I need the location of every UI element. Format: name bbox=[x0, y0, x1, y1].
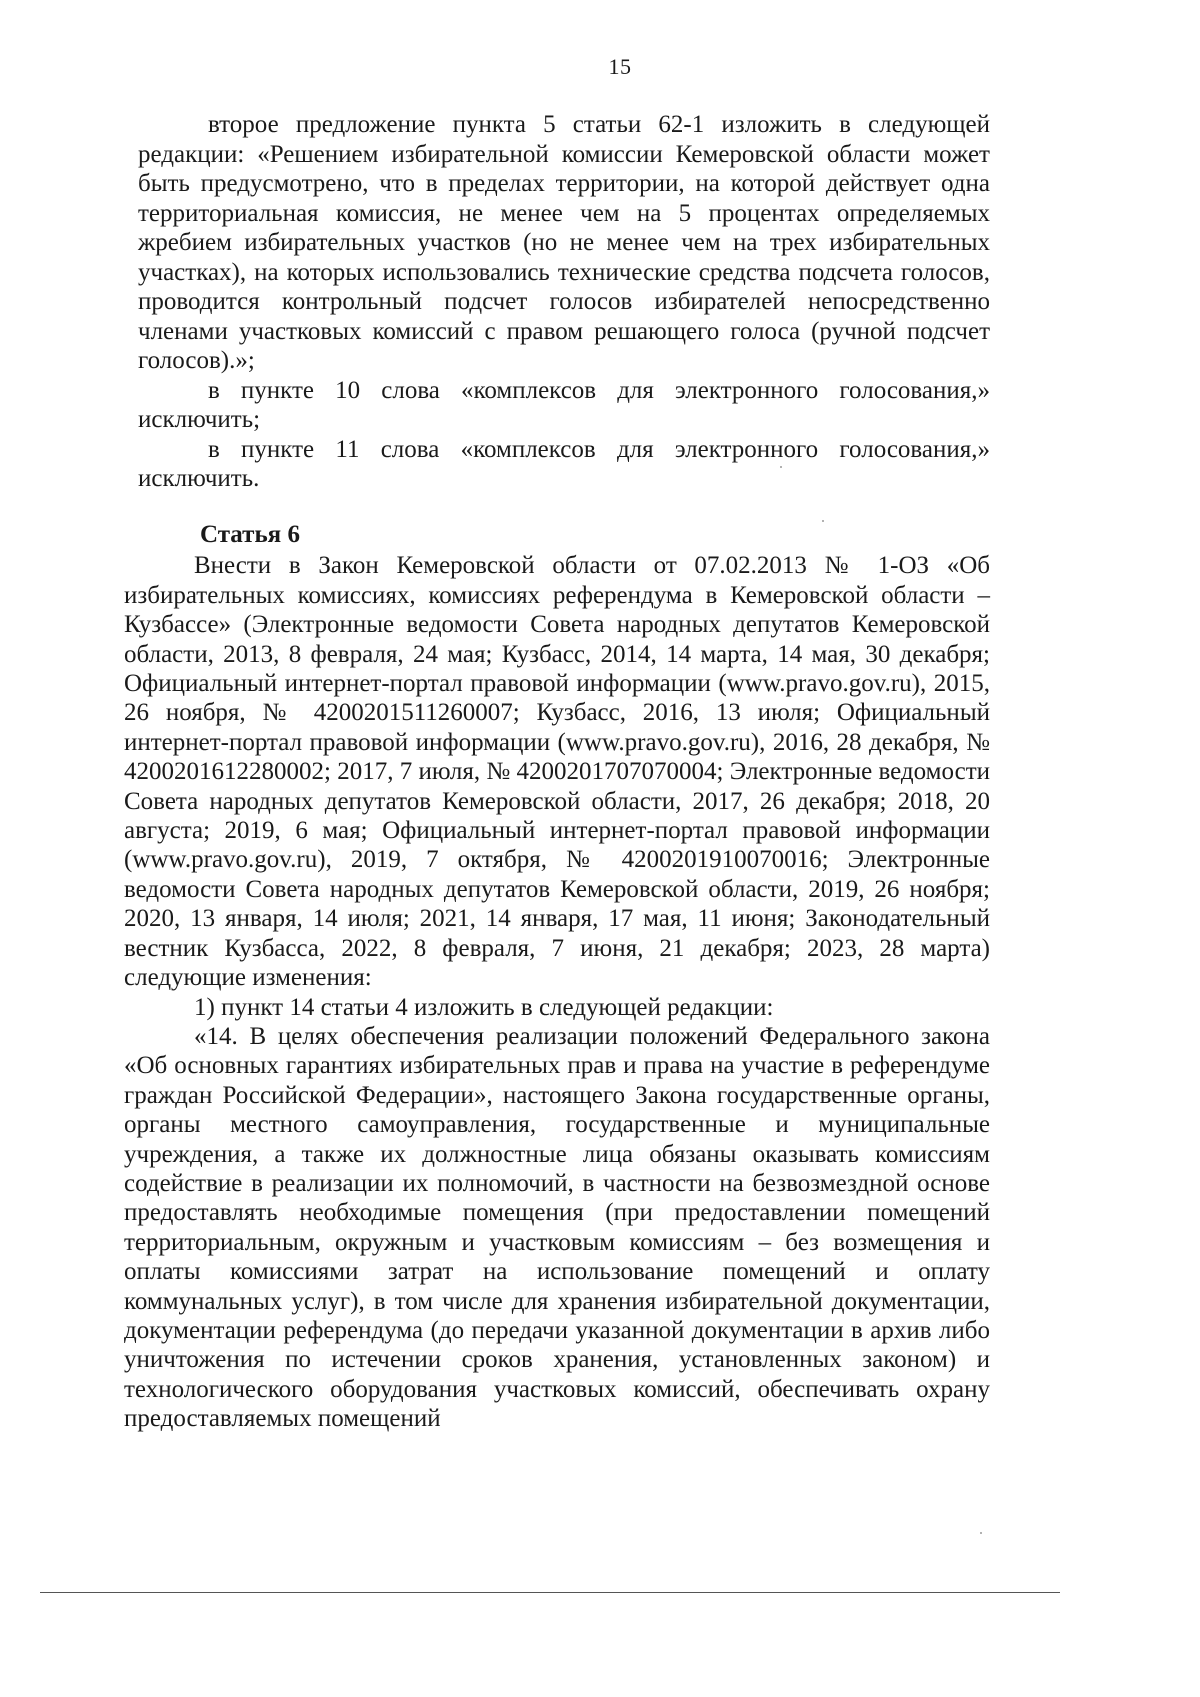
scan-speck bbox=[980, 1532, 982, 1534]
paragraph-point-11: в пункте 11 слова «комплексов для электронного голосования,» исключить. bbox=[138, 435, 990, 492]
paragraph-point-14-text: «14. В целях обеспечения реализации положений Федерального закона «Об основных гарантиях избирательных прав и права на участие в референдуме граждан Российской Федерации», настоящего Закона государственные органы, органы местного самоуправления, государственные и муниципальные учреждения, а также их должностные лица обязаны оказывать комиссиям содействие в реализации их полномочий, в частности на безвозмездной основе предоставлять необходимые помещения (при предоставлении помещений территориальным, окружным и участковым комиссиям – без возмещения и оплаты комиссиями затрат на использование помещений и оплату коммунальных услуг), в том числе для хранения избирательной документации, документации референдума (до передачи указанной документации в архив либо уничтожения по истечении сроков хранения, установленных законом) и технологического оборудования участковых комиссий, обеспечивать охрану предоставляемых помещений bbox=[124, 1022, 990, 1433]
article-heading: Статья 6 bbox=[200, 521, 300, 548]
article-6-section bbox=[124, 520, 990, 1434]
paragraph-second-sentence-62-1: второе предложение пункта 5 статьи 62-1 изложить в следующей редакции: «Решением избирательной комиссии Кемеровской области может быть предусмотрено, что в пределах территории, на которой действует одна территориальная комиссия, не менее чем на 5 процентах определяемых жребием избирательных участков (но не менее чем на трех избирательных участках), на которых использовались технические средства подсчета голосов, проводится контрольный подсчет голосов избирателей непосредственно членами участковых комиссий с правом решающего голоса (ручной подсчет голосов).»; bbox=[138, 111, 990, 374]
amendment-text-continued bbox=[130, 110, 990, 494]
scan-speck bbox=[780, 466, 782, 468]
page-number: 15 bbox=[608, 54, 632, 79]
scan-speck bbox=[822, 520, 824, 522]
paragraph-point-10: в пункте 10 слова «комплексов для электронного голосования,» исключить; bbox=[138, 376, 990, 433]
paragraph-amend-law-intro: Внести в Закон Кемеровской области от 07.02.2013 № 1-ОЗ «Об избирательных комиссиях, комиссиях референдума в Кемеровской области – Кузбассе» (Электронные ведомости Совета народных депутатов Кемеровской области, 2013, 8 февраля, 24 мая; Кузбасс, 2014, 14 марта, 14 мая, 30 декабря; Официальный интернет-портал правовой информации (www.pravo.gov.ru), 2015, 26 ноября, № 4200201511260007; Кузбасс, 2016, 13 июля; Официальный интернет-портал правовой информации (www.pravo.gov.ru), 2016, 28 декабря, № 4200201612280002; 2017, 7 июля, № 4200201707070004; Электронные ведомости Совета народных депутатов Кемеровской области, 2017, 26 декабря; 2018, 20 августа; 2019, 6 мая; Официальный интернет-портал правовой информации (www.pravo.gov.ru), 2019, 7 октября, № 4200201910070016; Электронные ведомости Совета народных депутатов Кемеровской области, 2019, 26 ноября; 2020, 13 января, 14 июля; 2021, 14 января, 17 мая, 11 июня; Законодательный вестник Кузбасса, 2022, 8 февраля, 7 июня, 21 декабря; 2023, 28 марта) следующие изменения: bbox=[124, 552, 990, 992]
paragraph-item-1: 1) пункт 14 статьи 4 изложить в следующей редакции: bbox=[194, 993, 774, 1021]
page-bottom-rule bbox=[40, 1592, 1060, 1593]
